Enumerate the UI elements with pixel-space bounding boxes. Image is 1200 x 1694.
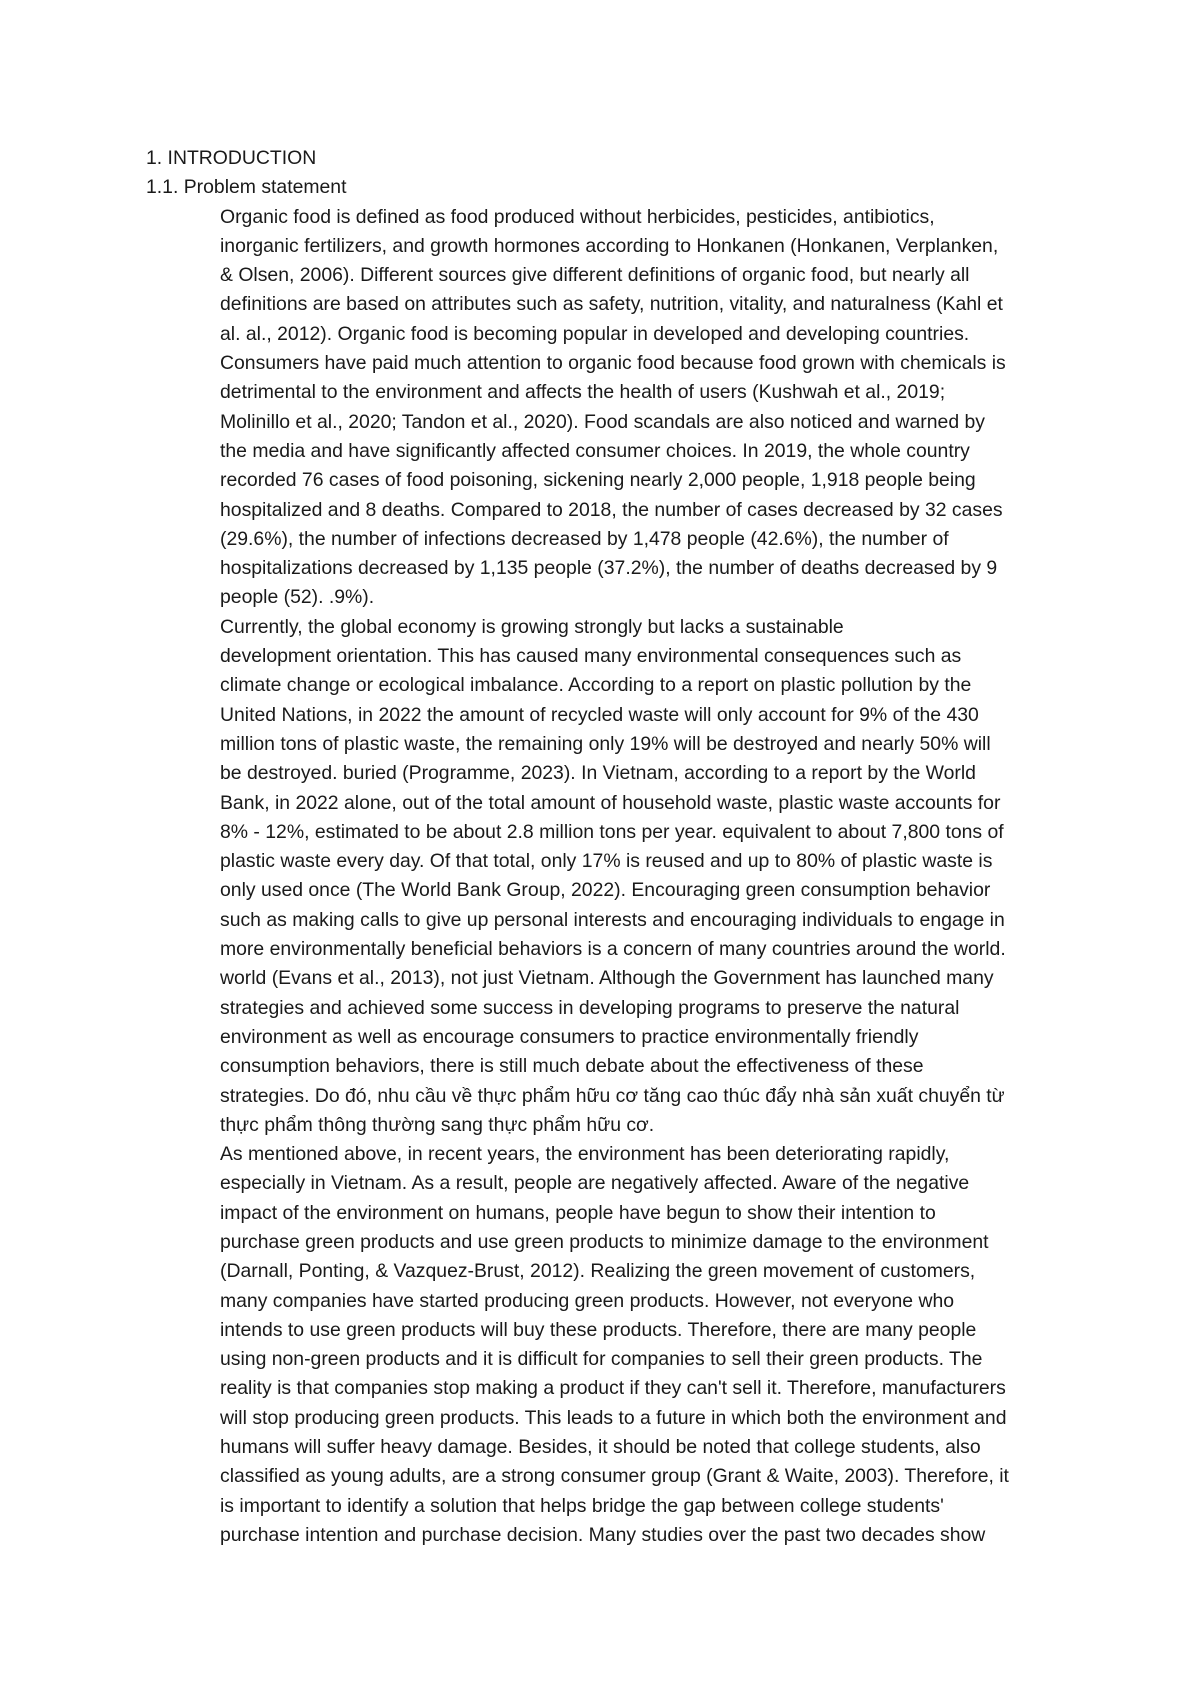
- text-line: hospitalizations decreased by 1,135 people (37.2%), the number of deaths decreased by 9: [220, 557, 998, 580]
- subsection-heading: 1.1. Problem statement: [146, 176, 347, 199]
- text-line: & Olsen, 2006). Different sources give different definitions of organic food, but nearly all: [220, 264, 970, 287]
- text-line: Bank, in 2022 alone, out of the total amount of household waste, plastic waste accounts for: [220, 791, 1001, 814]
- text-line: inorganic fertilizers, and growth hormones according to Honkanen (Honkanen, Verplanken,: [220, 234, 999, 257]
- text-line: detrimental to the environment and affects the health of users (Kushwah et al., 2019;: [220, 381, 946, 404]
- text-line: will stop producing green products. This leads to a future in which both the environment and: [220, 1406, 1007, 1429]
- text-line: 8% - 12%, estimated to be about 2.8 million tons per year. equivalent to about 7,800 tons of: [220, 820, 1004, 843]
- text-line: al. al., 2012). Organic food is becoming popular in developed and developing countries.: [220, 322, 970, 345]
- text-line: Consumers have paid much attention to organic food because food grown with chemicals is: [220, 352, 1006, 375]
- text-line: definitions are based on attributes such as safety, nutrition, vitality, and naturalness (Kahl et: [220, 293, 1003, 316]
- text-line: humans will suffer heavy damage. Besides, it should be noted that college students, also: [220, 1436, 981, 1459]
- text-line: more environmentally beneficial behaviors is a concern of many countries around the world.: [220, 938, 1006, 961]
- text-line: world (Evans et al., 2013), not just Vietnam. Although the Government has launched many: [220, 967, 994, 990]
- text-line: Molinillo et al., 2020; Tandon et al., 2020). Food scandals are also noticed and warned by: [220, 410, 985, 433]
- text-line: only used once (The World Bank Group, 2022). Encouraging green consumption behavior: [220, 879, 991, 902]
- text-line: the media and have significantly affected consumer choices. In 2019, the whole country: [220, 439, 970, 462]
- text-line: people (52). .9%).: [220, 586, 375, 609]
- text-line: strategies and achieved some success in developing programs to preserve the natural: [220, 996, 960, 1019]
- text-line: using non-green products and it is difficult for companies to sell their green products. The: [220, 1348, 983, 1371]
- text-line: intends to use green products will buy these products. Therefore, there are many people: [220, 1318, 977, 1341]
- body-paragraph: [146, 203, 1066, 613]
- text-line: reality is that companies stop making a product if they can't sell it. Therefore, manufacturers: [220, 1377, 1006, 1400]
- text-line: United Nations, in 2022 the amount of recycled waste will only account for 9% of the 430: [220, 703, 979, 726]
- text-line: Organic food is defined as food produced without herbicides, pesticides, antibiotics,: [220, 205, 935, 228]
- text-line: classified as young adults, are a strong consumer group (Grant & Waite, 2003). Therefore, it: [220, 1465, 1009, 1488]
- paragraphs-container: [146, 203, 1066, 1551]
- text-line: environment as well as encourage consumers to practice environmentally friendly: [220, 1025, 919, 1048]
- text-line: (29.6%), the number of infections decreased by 1,478 people (42.6%), the number of: [220, 527, 949, 550]
- body-paragraph: [146, 1140, 1066, 1550]
- text-line: (Darnall, Ponting, & Vazquez-Brust, 2012). Realizing the green movement of customers,: [220, 1260, 976, 1283]
- text-line: impact of the environment on humans, people have begun to show their intention to: [220, 1201, 936, 1224]
- text-line: Currently, the global economy is growing strongly but lacks a sustainable: [220, 615, 844, 638]
- text-line: plastic waste every day. Of that total, only 17% is reused and up to 80% of plastic waste is: [220, 850, 993, 873]
- text-line: such as making calls to give up personal interests and encouraging individuals to engage in: [220, 908, 1005, 931]
- text-line: As mentioned above, in recent years, the environment has been deteriorating rapidly,: [220, 1143, 950, 1166]
- document-body: [146, 144, 1066, 1550]
- text-line: especially in Vietnam. As a result, people are negatively affected. Aware of the negative: [220, 1172, 970, 1195]
- text-line: hospitalized and 8 deaths. Compared to 2018, the number of cases decreased by 32 cases: [220, 498, 1003, 521]
- body-paragraph: [146, 613, 1066, 1140]
- text-line: development orientation. This has caused many environmental consequences such as: [220, 645, 962, 668]
- text-line: many companies have started producing green products. However, not everyone who: [220, 1289, 955, 1312]
- text-line: recorded 76 cases of food poisoning, sickening nearly 2,000 people, 1,918 people being: [220, 469, 976, 492]
- text-line: consumption behaviors, there is still much debate about the effectiveness of these: [220, 1055, 924, 1078]
- text-line: thực phẩm thông thường sang thực phẩm hữu cơ.: [220, 1113, 655, 1136]
- section-heading: 1. INTRODUCTION: [146, 147, 317, 169]
- text-line: is important to identify a solution that helps bridge the gap between college students': [220, 1494, 944, 1517]
- text-line: purchase green products and use green products to minimize damage to the environment: [220, 1230, 989, 1253]
- text-line: strategies. Do đó, nhu cầu về thực phẩm hữu cơ tăng cao thúc đẩy nhà sản xuất chuyển từ: [220, 1084, 1005, 1107]
- text-line: be destroyed. buried (Programme, 2023). In Vietnam, according to a report by the World: [220, 762, 976, 785]
- text-line: purchase intention and purchase decision. Many studies over the past two decades show: [220, 1523, 986, 1546]
- text-line: climate change or ecological imbalance. According to a report on plastic pollution by the: [220, 674, 972, 697]
- text-line: million tons of plastic waste, the remaining only 19% will be destroyed and nearly 50% will: [220, 732, 991, 755]
